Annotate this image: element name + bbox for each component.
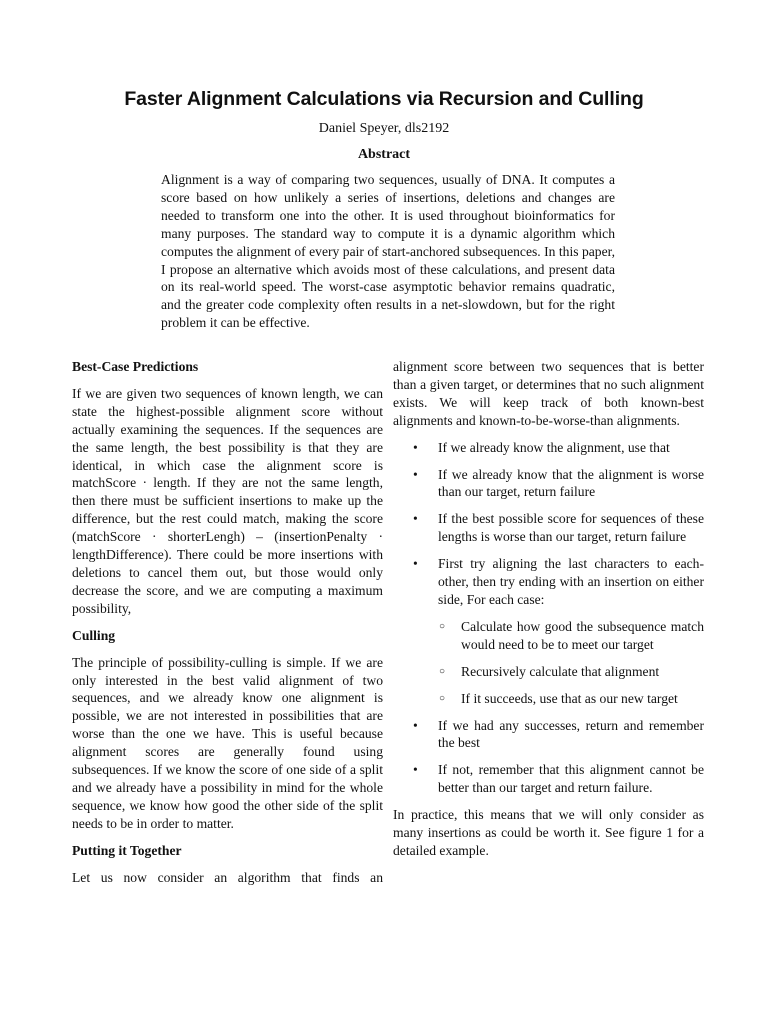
sub-list-item-text: Calculate how good the subsequence match would need to be to meet our target <box>461 618 704 652</box>
list-item-text: First try aligning the last characters to each-other, then try ending with an insertion on either side, For each case: <box>438 556 704 607</box>
list-item-text: If we had any successes, return and remember the best <box>438 717 704 751</box>
putting-together-paragraph-start: Let us now consider an algorithm that finds an <box>72 869 383 885</box>
list-item-text: If we already know the alignment, use that <box>438 439 670 455</box>
algorithm-steps-list <box>393 439 704 798</box>
putting-together-paragraph-cont: alignment score between two sequences that is better than a given target, or determines that no such alignment exists. We will keep track of both known-best alignments and known-to-be-worse-than alignments. <box>393 359 704 428</box>
sub-list-item <box>438 690 704 708</box>
best-case-heading: Best-Case Predictions <box>72 359 199 374</box>
list-item <box>393 761 704 797</box>
abstract-text: Alignment is a way of comparing two sequences, usually of DNA. It computes a score based on how unlikely a series of insertions, deletions and changes are needed to transform one into the other. It is used throughout bioinformatics for many purposes. The standard way to compute it is a dynamic algorithm which computes the alignment of every pair of start-anchored subsequences. In this paper, I propose an alternative which avoids most of these calculations, and present data on its real-world speed. The worst-case asymptotic behavior remains quadratic, and the greater code complexity often results in a net-slowdown, but for the right problem it can be effective. <box>161 172 615 331</box>
circle-bullet-icon: ○ <box>439 620 446 632</box>
list-item <box>393 439 704 457</box>
bullet-icon: • <box>413 717 418 733</box>
list-item <box>393 466 704 502</box>
practice-paragraph: In practice, this means that we will only consider as many insertions as could be worth it. See figure 1 for a detailed example. <box>393 807 704 858</box>
abstract-heading: Abstract <box>357 147 411 162</box>
sub-list-item-text: Recursively calculate that alignment <box>461 663 660 679</box>
sub-list-item <box>438 663 704 681</box>
left-column <box>72 358 383 895</box>
bullet-icon: • <box>413 466 418 482</box>
circle-bullet-icon: ○ <box>439 665 446 677</box>
list-item <box>393 555 704 707</box>
list-item-text: If not, remember that this alignment cannot be better than our target and return failure. <box>438 762 704 796</box>
best-case-paragraph: If we are given two sequences of known length, we can state the highest-possible alignment score without actually examining the sequences. If the sequences are the same length, the best possibility is that they are identical, in which case the alignment score is matchScore · length. If they are not the same length, then there must be sufficient insertions to make up the difference, but the rest could match, making the score (matchScore · shorterLengh) – (insertionPenalty · lengthDifference). There could be more insertions with deletions to cancel them out, but those would only decrease the score, and we are computing a maximum possibility, <box>72 385 383 616</box>
sub-list-item <box>438 618 704 654</box>
bullet-icon: • <box>413 762 418 778</box>
putting-together-heading: Putting it Together <box>72 842 182 858</box>
bullet-icon: • <box>413 556 418 572</box>
culling-heading: Culling <box>72 627 116 643</box>
list-item <box>393 717 704 753</box>
list-item-text: If we already know that the alignment is worse than our target, return failure <box>438 466 704 500</box>
author-line: Daniel Speyer, dls2192 <box>318 121 450 136</box>
list-item <box>393 510 704 546</box>
culling-paragraph: The principle of possibility-culling is simple. If we are only interested in the best valid alignment of two sequences, and we already know one alignment is possible, we are not interested in possibilities that are worse than the one we have. This is useful because alignment scores are generally found using subsequences. If we know the score of one side of a split and we already have a possibility in mind for the whole sequence, we know how good the other side of the split needs to be in order to matter. <box>72 654 383 831</box>
sub-steps-list <box>438 618 704 708</box>
list-item-text: If the best possible score for sequences of these lengths is worse than our target, return failure <box>438 511 704 545</box>
paper-title: Faster Alignment Calculations via Recursion and Culling <box>124 88 644 110</box>
sub-list-item-text: If it succeeds, use that as our new target <box>461 690 678 706</box>
bullet-icon: • <box>413 439 418 455</box>
right-column <box>393 358 704 869</box>
bullet-icon: • <box>413 511 418 527</box>
circle-bullet-icon: ○ <box>439 692 446 704</box>
